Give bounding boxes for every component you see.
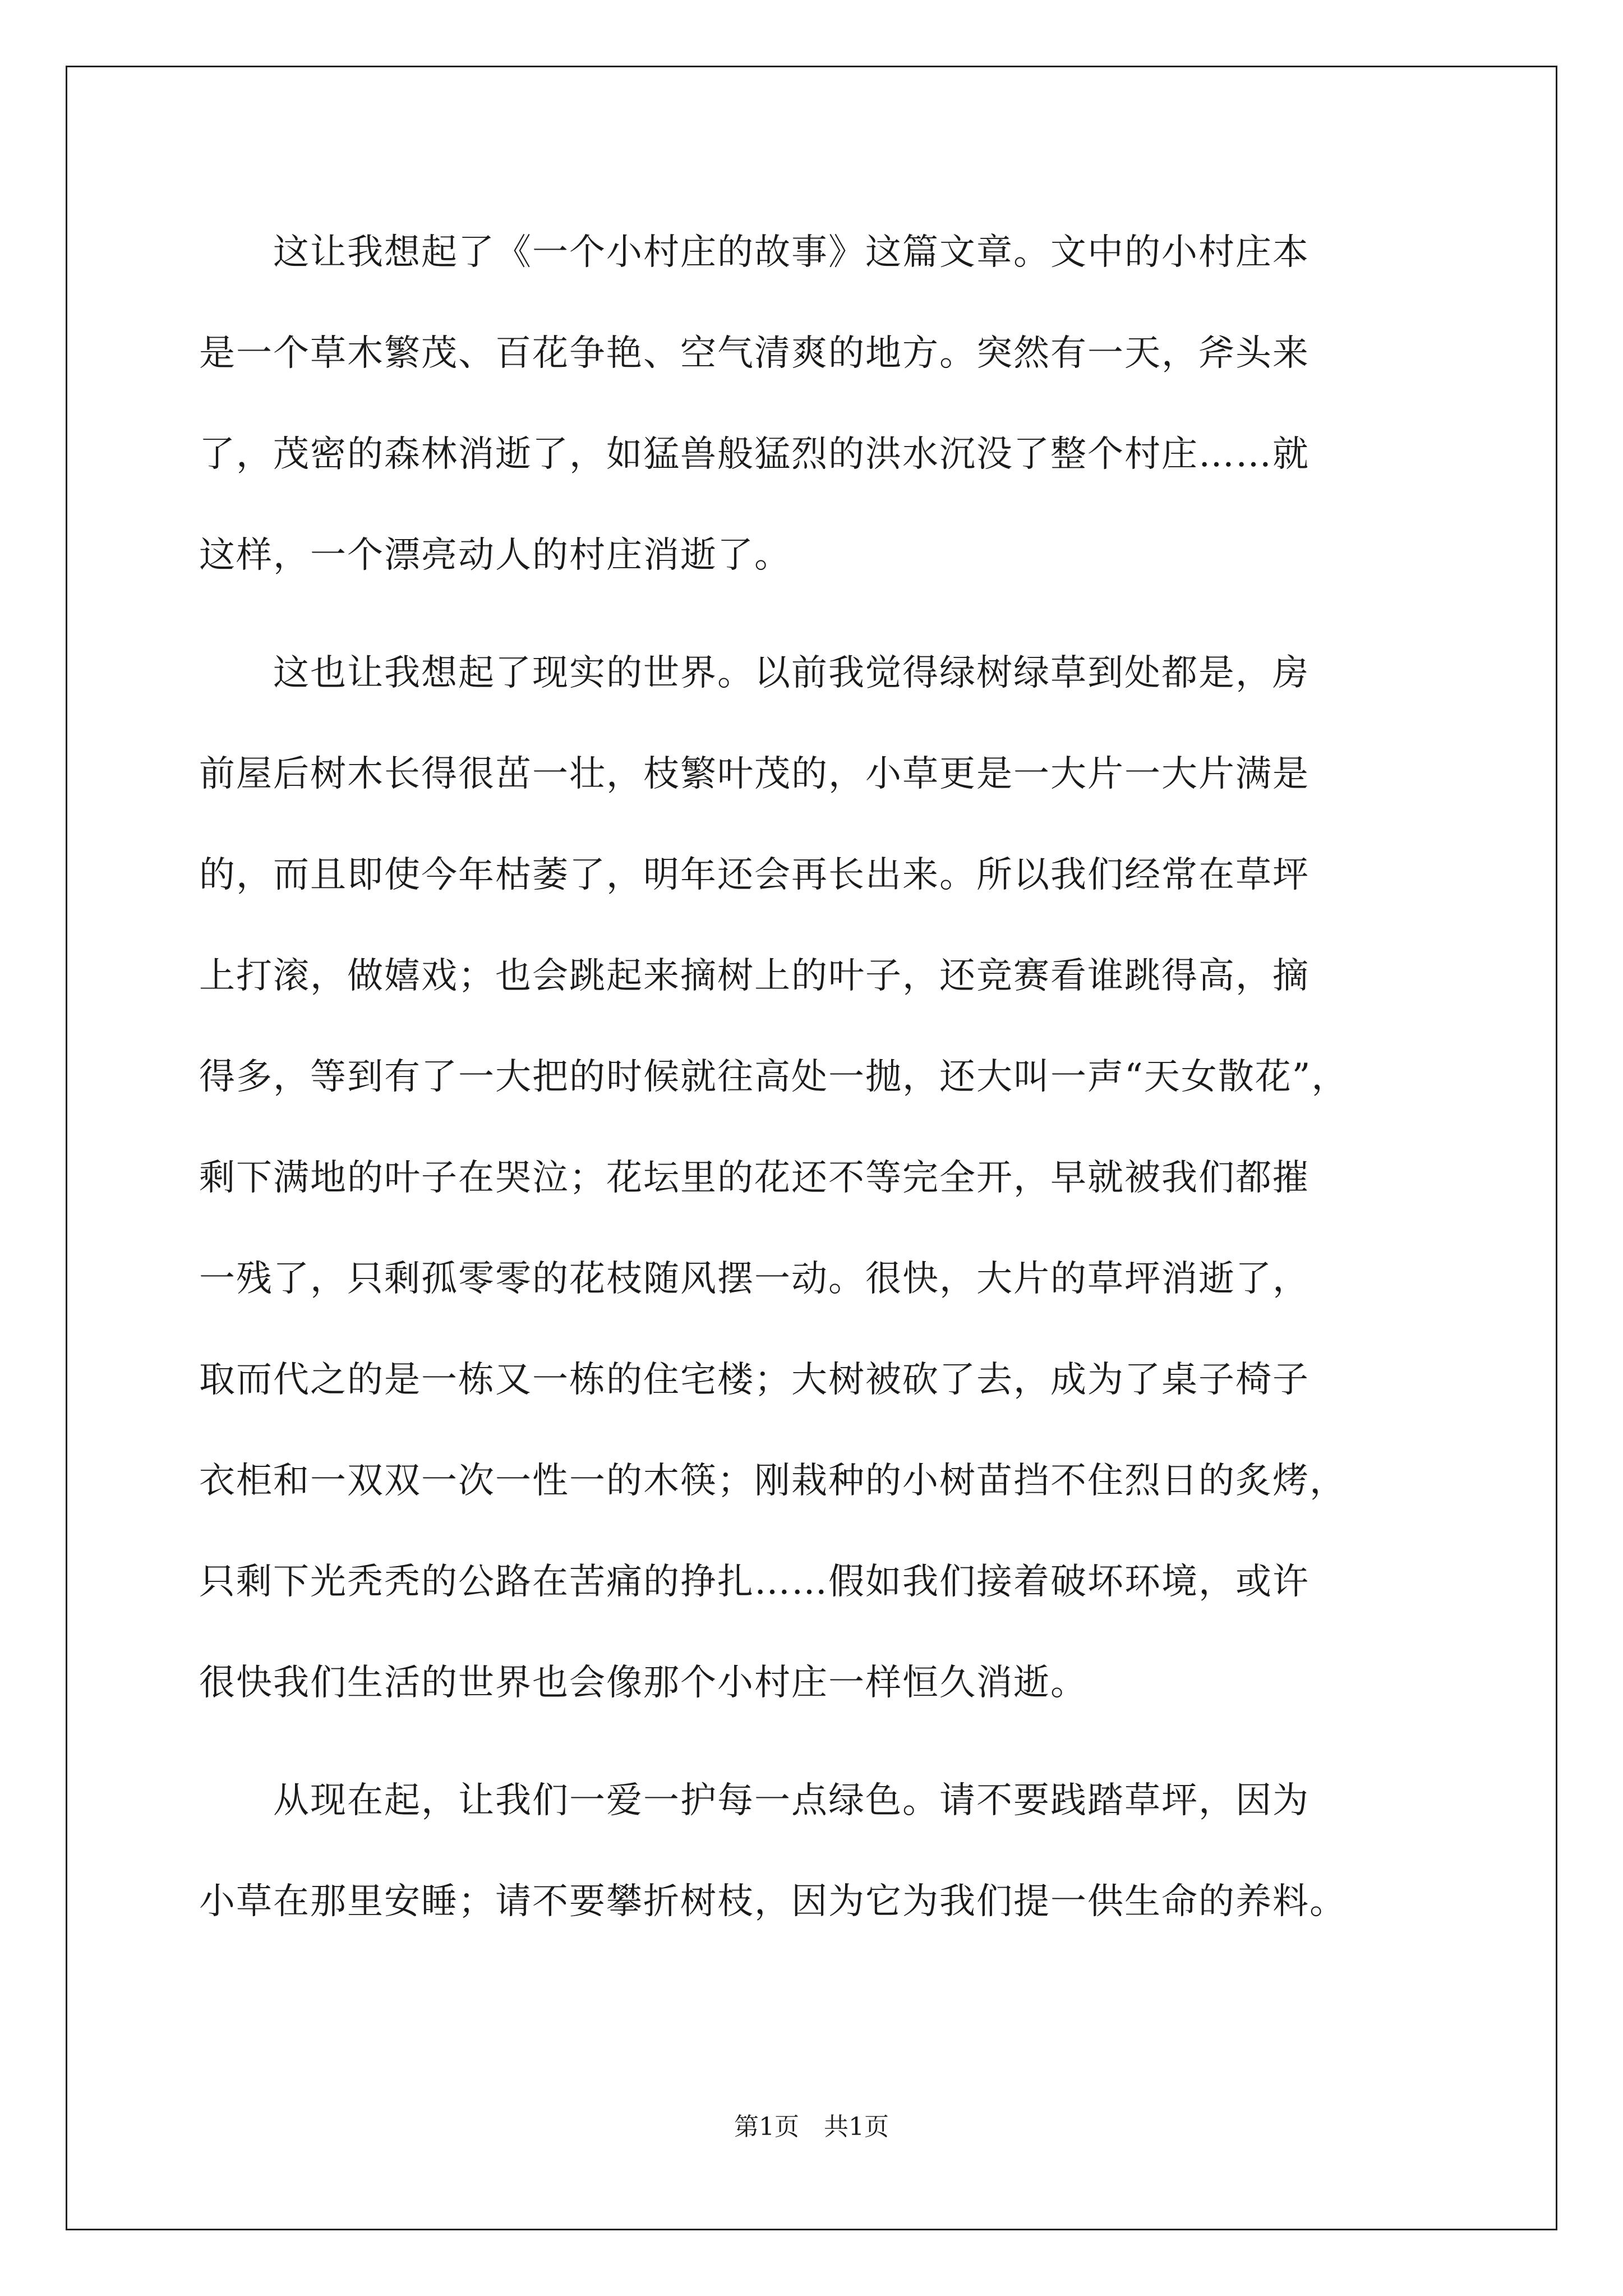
paragraph-2-line-6: 剩下满地的叶子在哭泣；花坛里的花还不等完全开，早就被我们都摧 bbox=[199, 1157, 1310, 1199]
paragraph-1-line-1: 这让我想起了《一个小村庄的故事》这篇文章。文中的小村庄本 bbox=[199, 232, 1310, 273]
paragraph-2-line-8: 取而代之的是一栋又一栋的住宅楼；大树被砍了去，成为了桌子椅子 bbox=[199, 1359, 1310, 1401]
paragraph-1-line-4: 这样，一个漂亮动人的村庄消逝了。 bbox=[199, 535, 791, 576]
paragraph-1-line-3: 了，茂密的森林消逝了，如猛兽般猛烈的洪水沉没了整个村庄……就 bbox=[199, 434, 1310, 475]
page-footer: 第1页 共1页 bbox=[734, 2113, 889, 2141]
paragraph-2-line-9: 衣柜和一双双一次一性一的木筷；刚栽种的小树苗挡不住烈日的炙烤， bbox=[199, 1460, 1347, 1502]
paragraph-2-line-4: 上打滚，做嬉戏；也会跳起来摘树上的叶子，还竞赛看谁跳得高，摘 bbox=[199, 955, 1310, 997]
paragraph-2-line-11: 很快我们生活的世界也会像那个小村庄一样恒久消逝。 bbox=[199, 1662, 1087, 1704]
paragraph-3-line-1: 从现在起，让我们一爱一护每一点绿色。请不要践踏草坪，因为 bbox=[199, 1780, 1310, 1821]
paragraph-1-line-2: 是一个草木繁茂、百花争艳、空气清爽的地方。突然有一天，斧头来 bbox=[199, 333, 1310, 374]
paragraph-2-line-1: 这也让我想起了现实的世界。以前我觉得绿树绿草到处都是，房 bbox=[199, 652, 1310, 694]
paragraph-2-line-10: 只剩下光秃秃的公路在苦痛的挣扎……假如我们接着破坏环境，或许 bbox=[199, 1561, 1310, 1603]
paragraph-3-line-2: 小草在那里安睡；请不要攀折树枝，因为它为我们提一供生命的养料。 bbox=[199, 1881, 1347, 1922]
paragraph-2-line-2: 前屋后树木长得很茁一壮，枝繁叶茂的，小草更是一大片一大片满是 bbox=[199, 753, 1310, 795]
paragraph-2-line-3: 的，而且即使今年枯萎了，明年还会再长出来。所以我们经常在草坪 bbox=[199, 854, 1310, 896]
paragraph-2-line-7: 一残了，只剩孤零零的花枝随风摆一动。很快，大片的草坪消逝了， bbox=[199, 1258, 1310, 1300]
paragraph-2-line-5: 得多，等到有了一大把的时候就往高处一抛，还大叫一声“天女散花”， bbox=[199, 1056, 1349, 1098]
